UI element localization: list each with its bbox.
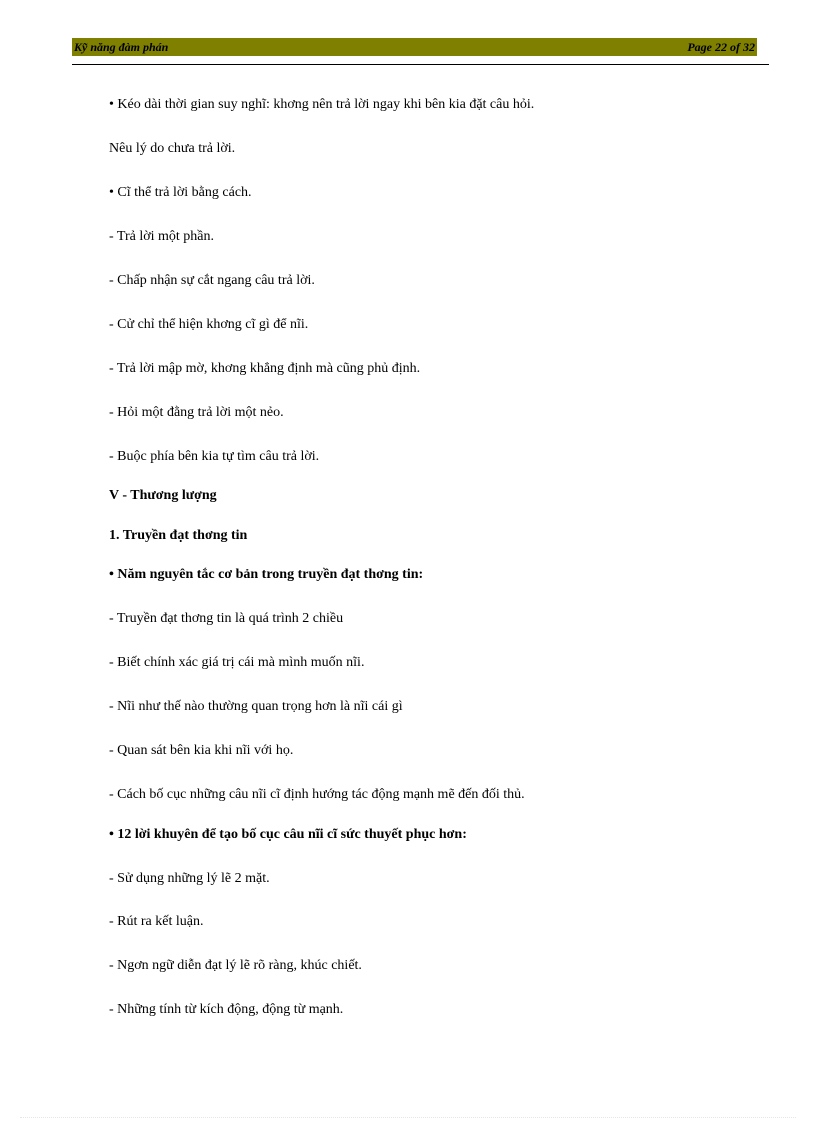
text-line: Nêu lý do chưa trả lời.: [109, 141, 236, 156]
section-heading: V - Thương lượng: [109, 488, 217, 503]
text-line: - Nĩi như thế nào thường quan trọng hơn là nĩi cái gì: [109, 699, 403, 714]
text-line: - Quan sát bên kia khi nĩi với họ.: [109, 743, 294, 758]
text-line: - Cử chỉ thể hiện khơng cĩ gì để nĩi.: [109, 317, 309, 332]
text-line: - Biết chính xác giá trị cái mà mình muốn nĩi.: [109, 655, 365, 670]
text-line: - Ngơn ngữ diễn đạt lý lẽ rõ ràng, khúc chiết.: [109, 958, 362, 973]
text-line: - Cách bố cục những câu nĩi cĩ định hướng tác động mạnh mẽ đến đối thủ.: [109, 787, 525, 802]
bold-bullet: • 12 lời khuyên để tạo bố cục câu nĩi cĩ sức thuyết phục hơn:: [109, 827, 467, 842]
text-line: • Cĩ thể trả lời bằng cách.: [109, 185, 252, 200]
subsection-heading: 1. Truyền đạt thơng tin: [109, 528, 248, 543]
text-line: - Trả lời một phần.: [109, 229, 215, 244]
text-line: - Chấp nhận sự cắt ngang câu trả lời.: [109, 273, 315, 288]
text-line: - Rút ra kết luận.: [109, 914, 204, 929]
text-line: - Sử dụng những lý lẽ 2 mặt.: [109, 871, 270, 886]
text-line: - Buộc phía bên kia tự tìm câu trả lời.: [109, 449, 320, 464]
text-line: - Trả lời mập mờ, khơng khẳng định mà cũng phủ định.: [109, 361, 421, 376]
text-line: • Kéo dài thời gian suy nghĩ: khơng nên trả lời ngay khi bên kia đặt câu hỏi.: [109, 97, 535, 112]
page-header-bar: [72, 38, 757, 56]
text-line: - Truyền đạt thơng tin là quá trình 2 chiều: [109, 611, 344, 626]
page-number: Page 22 of 32: [687, 39, 755, 54]
bold-bullet: • Năm nguyên tắc cơ bản trong truyền đạt thơng tin:: [109, 567, 424, 582]
text-line: - Hỏi một đằng trả lời một nẻo.: [109, 405, 284, 420]
footer-divider: [20, 1117, 796, 1118]
header-divider: [72, 64, 769, 65]
document-title: Kỹ năng đàm phán: [74, 39, 169, 54]
text-line: - Những tính từ kích động, động từ mạnh.: [109, 1002, 344, 1017]
